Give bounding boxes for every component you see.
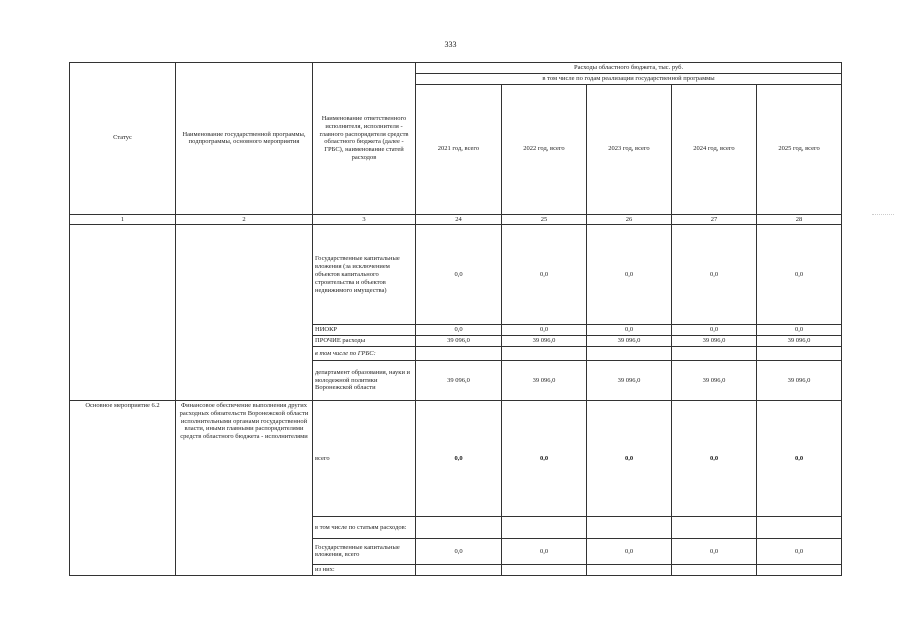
column-number: 1: [70, 214, 176, 225]
value-cell: 0,0: [502, 325, 587, 336]
header-year-2025: 2025 год, всего: [757, 84, 842, 214]
value-cell: [502, 516, 587, 538]
value-cell: 39 096,0: [416, 360, 502, 400]
name-cell-empty: [176, 225, 313, 401]
column-number: 27: [672, 214, 757, 225]
value-cell: 39 096,0: [502, 360, 587, 400]
value-cell: 0,0: [416, 400, 502, 516]
row-label: всего: [313, 400, 416, 516]
table-row: [70, 400, 842, 516]
value-cell: 39 096,0: [672, 360, 757, 400]
value-cell: [757, 516, 842, 538]
value-cell: 0,0: [587, 400, 672, 516]
value-cell: 0,0: [757, 400, 842, 516]
header-year-2024: 2024 год, всего: [672, 84, 757, 214]
value-cell: [416, 564, 502, 575]
header-budget-title: Расходы областного бюджета, тыс. руб.: [416, 63, 842, 74]
value-cell: [672, 346, 757, 360]
row-label: ПРОЧИЕ расходы: [313, 336, 416, 347]
measure-status: Основное мероприятие 6.2: [70, 400, 176, 575]
row-label: НИОКР: [313, 325, 416, 336]
value-cell: [672, 564, 757, 575]
value-cell: [672, 516, 757, 538]
value-cell: 0,0: [587, 225, 672, 325]
value-cell: 39 096,0: [587, 360, 672, 400]
value-cell: 39 096,0: [416, 336, 502, 347]
value-cell: 0,0: [672, 538, 757, 564]
value-cell: 0,0: [416, 538, 502, 564]
value-cell: 0,0: [502, 538, 587, 564]
row-label: из них:: [313, 564, 416, 575]
column-number: 28: [757, 214, 842, 225]
header-by-years: в том числе по годам реализации государственной программы: [416, 73, 842, 84]
row-label: в том числе по ГРБС:: [313, 346, 416, 360]
value-cell: 39 096,0: [672, 336, 757, 347]
value-cell: [757, 346, 842, 360]
column-number: 3: [313, 214, 416, 225]
value-cell: 0,0: [502, 400, 587, 516]
value-cell: 0,0: [757, 538, 842, 564]
value-cell: [416, 346, 502, 360]
value-cell: 0,0: [416, 325, 502, 336]
row-label: Государственные капитальные вложения (за исключением объектов капитального строительства и объектов недвижимого имущества): [313, 225, 416, 325]
value-cell: 39 096,0: [757, 336, 842, 347]
row-label: в том числе по статьям расходов:: [313, 516, 416, 538]
value-cell: 0,0: [587, 538, 672, 564]
row-label: Государственные капитальные вложения, всего: [313, 538, 416, 564]
measure-name: Финансовое обеспечение выполнения других расходных обязательств Воронежской области исполнительными органами государственной власти, иными главными распорядителями средств областного бюджета - исполнителями: [176, 400, 313, 575]
header-executor: Наименование ответственного исполнителя, исполнителя - главного распорядителя средств областного бюджета (далее - ГРБС), наименование статей расходов: [313, 63, 416, 215]
value-cell: 0,0: [672, 225, 757, 325]
value-cell: 0,0: [672, 325, 757, 336]
page-number: 333: [444, 40, 457, 49]
header-year-2022: 2022 год, всего: [502, 84, 587, 214]
header-name: Наименование государственной программы, подпрограммы, основного мероприятия: [176, 63, 313, 215]
value-cell: 39 096,0: [587, 336, 672, 347]
value-cell: [587, 346, 672, 360]
value-cell: 0,0: [757, 325, 842, 336]
value-cell: 0,0: [757, 225, 842, 325]
value-cell: [587, 516, 672, 538]
value-cell: [502, 346, 587, 360]
scan-artifact: [872, 214, 894, 215]
status-cell-empty: [70, 225, 176, 401]
value-cell: 39 096,0: [502, 336, 587, 347]
column-number-row: [70, 214, 842, 225]
value-cell: 0,0: [587, 325, 672, 336]
table-row: [70, 225, 842, 325]
column-number: 24: [416, 214, 502, 225]
value-cell: [502, 564, 587, 575]
header-status: Статус: [70, 63, 176, 215]
column-number: 25: [502, 214, 587, 225]
row-label: департамент образования, науки и молодежной политики Воронежской области: [313, 360, 416, 400]
header-year-2021: 2021 год, всего: [416, 84, 502, 214]
value-cell: [587, 564, 672, 575]
column-number: 2: [176, 214, 313, 225]
value-cell: 0,0: [416, 225, 502, 325]
header-year-2023: 2023 год, всего: [587, 84, 672, 214]
value-cell: 0,0: [502, 225, 587, 325]
column-number: 26: [587, 214, 672, 225]
value-cell: [757, 564, 842, 575]
value-cell: 39 096,0: [757, 360, 842, 400]
value-cell: [416, 516, 502, 538]
value-cell: 0,0: [672, 400, 757, 516]
budget-table: [69, 62, 842, 576]
